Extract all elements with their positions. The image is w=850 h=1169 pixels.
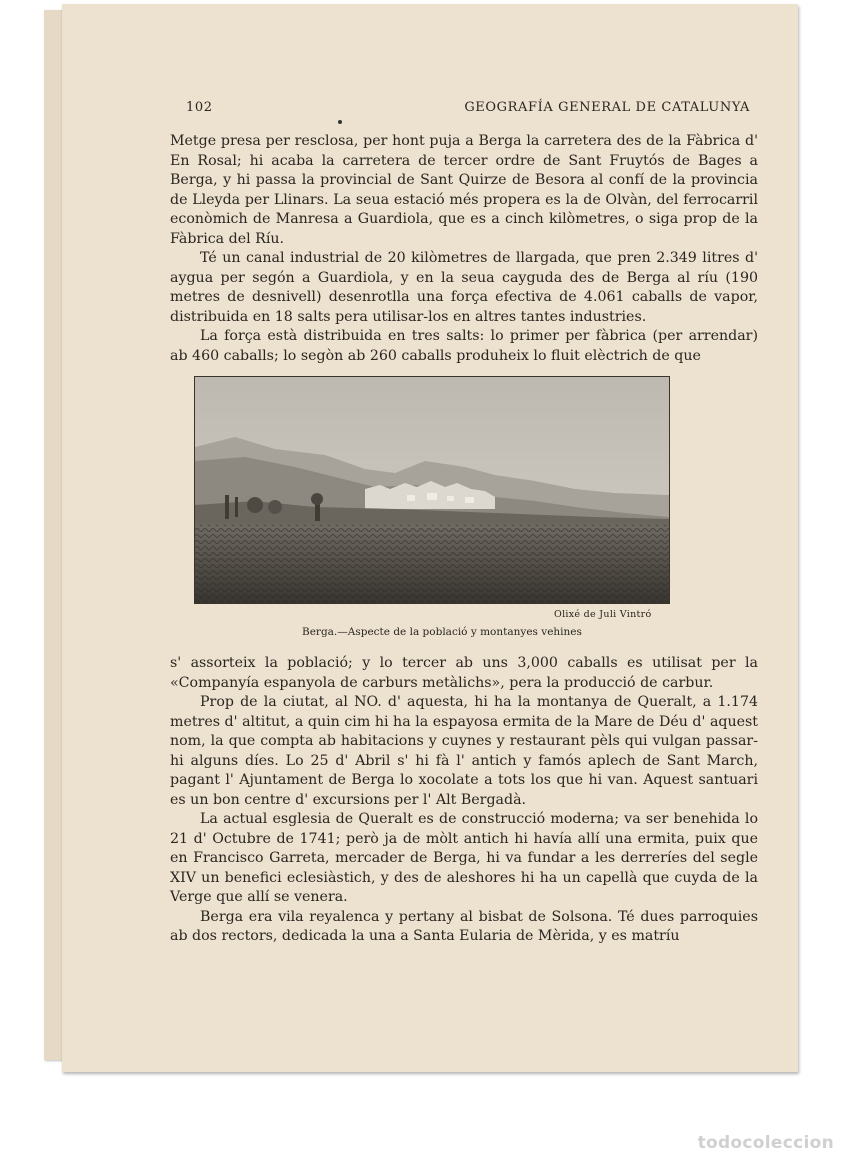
book-page (62, 4, 798, 1072)
photo-credit: Olixé de Juli Vintró (554, 609, 652, 620)
paragraph: Prop de la ciutat, al NO. d' aquesta, hi ha la montanya de Queralt, a 1.174 metres d' altitut, a quin cim hi ha la espayosa ermita de la Mare de Déu d' aquest nom, la que compta ab habitacions y cuynes y restaurant pèls qui vulgan passar-hi alguns díes. Lo 25 d' Abril s' hi fà l' antich y famós aplech de Sant March, pagant l' Ajuntament de Berga lo xocolate a tots los que hi van. Aquest santuari es un bon centre d' excursions per l' Alt Bergadà. (170, 694, 758, 808)
paragraph: La actual esglesia de Queralt es de construcció moderna; va ser benehida lo 21 d' Octubre de 1741; però ja de mòlt antich hi havía allí una ermita, puix que en Francisco Garreta, mercader de Berga, hi va fundar a les derreríes del segle XIV un benefici eclesiàstich, y des de aleshores hi ha un capellà que cuyda de la Verge que allí se venera. (170, 811, 758, 905)
page-number: 102 (186, 100, 213, 115)
paragraph: La força està distribuida en tres salts: lo primer per fàbrica (per arrendar) ab 460 caballs; lo segòn ab 260 caballs produheix lo fluit elèctrich de que (170, 328, 758, 364)
text-block-bottom (170, 654, 758, 947)
paragraph: s' assorteix la població; y lo tercer ab uns 3,000 caballs es utilisat per la «Companyía espanyola de carburs metàlichs», pera la producció de carbur. (170, 655, 758, 691)
photo-illustration (195, 377, 669, 603)
paragraph: Berga era vila reyalenca y pertany al bisbat de Solsona. Té dues parroquies ab dos rectors, dedicada la una a Santa Eularia de Mèrida, y es matríu (170, 908, 758, 944)
paragraph: Té un canal industrial de 20 kilòmetres de llargada, que pren 2.349 litres d' aygua per segón a Guardiola, y en la seua cayguda des de Berga al ríu (190 metres de desnivell) desenrotlla una força efectiva de 4.061 caballs de vapor, distribuida en 18 salts pera utilisar-los en altres tantes industries. (170, 250, 758, 325)
text-block-top (170, 132, 758, 366)
ink-speck (338, 120, 342, 124)
paragraph: Metge presa per resclosa, per hont puja a Berga la carretera des de la Fàbrica d' En Rosal; hi acaba la carretera de tercer ordre de Sant Fruytós de Bages a Berga, y hi passa la provincial de Sant Quirze de Besora al confí de la provincia de Lleyda per Llinars. La seua estació més propera es la de Olvàn, del ferrocarril econòmich de Manresa a Guardiola, que es a cinch kilòmetres, o siga prop de la Fàbrica del Ríu. (170, 133, 758, 247)
berga-landscape-photo (194, 376, 670, 604)
site-watermark: todocoleccion (697, 1133, 834, 1153)
photo-caption: Berga.—Aspecte de la població y montanyes vehines (302, 626, 582, 638)
running-title: GEOGRAFÍA GENERAL DE CATALUNYA (464, 100, 750, 115)
